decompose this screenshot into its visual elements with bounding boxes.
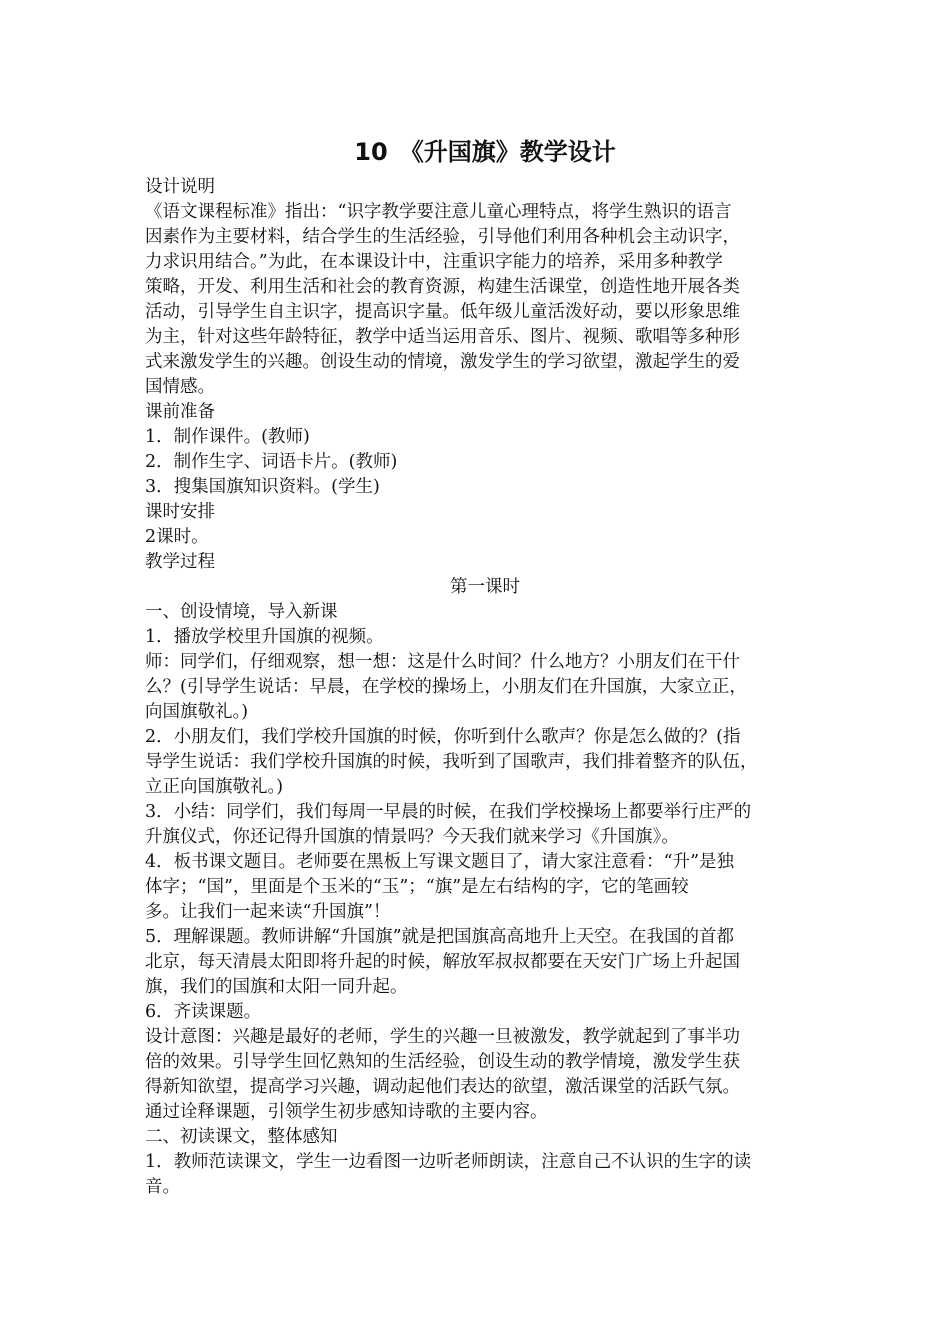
text-line: 1．教师范读课文，学生一边看图一边听老师朗读，注意自己不认识的生字的读 xyxy=(145,1152,752,1172)
text-line: 3．搜集国旗知识资料。(学生) xyxy=(145,477,380,497)
text-line: 为主，针对这些年龄特征，教学中适当运用音乐、图片、视频、歌唱等多种形 xyxy=(145,327,740,347)
text-line: 因素作为主要材料，结合学生的生活经验，引导他们利用各种机会主动识字， xyxy=(145,227,740,247)
text-line: 二、初读课文，整体感知 xyxy=(145,1127,338,1147)
text-line: 2．小朋友们，我们学校升国旗的时候，你听到什么歌声？你是怎么做的？(指 xyxy=(145,727,741,747)
text-line: 北京，每天清晨太阳即将升起的时候，解放军叔叔都要在天安门广场上升起国 xyxy=(145,952,740,972)
text-line: 教学过程 xyxy=(145,552,215,572)
text-line: 2．制作生字、词语卡片。(教师) xyxy=(145,452,398,472)
text-line: 《语文课程标准》指出：“识字教学要注意儿童心理特点，将学生熟识的语言 xyxy=(145,202,732,222)
text-line: 多。让我们一起来读“升国旗”！ xyxy=(145,902,391,922)
text-line: 升旗仪式，你还记得升国旗的情景吗？今天我们就来学习《升国旗》。 xyxy=(145,827,679,847)
text-line: 活动，引导学生自主识字，提高识字量。低年级儿童活泼好动，要以形象思维 xyxy=(145,302,740,322)
text-line: 立正向国旗敬礼。) xyxy=(145,777,284,797)
text-line: 么？(引导学生说话：早晨，在学校的操场上，小朋友们在升国旗，大家立正， xyxy=(145,677,747,697)
document-text xyxy=(145,175,825,1200)
text-line: 通过诠释课题，引领学生初步感知诗歌的主要内容。 xyxy=(145,1102,548,1122)
text-line: 得新知欲望，提高学习兴趣，调动起他们表达的欲望，激活课堂的活跃气氛。 xyxy=(145,1077,740,1097)
text-line: 向国旗敬礼。) xyxy=(145,702,249,722)
text-line: 式来激发学生的兴趣。创设生动的情境，激发学生的学习欲望，激起学生的爱 xyxy=(145,352,740,372)
text-line: 2课时。 xyxy=(145,527,209,547)
text-line: 课时安排 xyxy=(145,502,215,522)
text-line: 体字；“国”，里面是个玉米的“玉”；“旗”是左右结构的字，它的笔画较 xyxy=(145,877,689,897)
text-line: 师：同学们，仔细观察，想一想：这是什么时间？什么地方？小朋友们在干什 xyxy=(145,652,740,672)
text-line: 音。 xyxy=(145,1177,180,1197)
text-line: 6．齐读课题。 xyxy=(145,1002,262,1022)
section-heading: 第一课时 xyxy=(450,577,520,597)
text-line: 设计说明 xyxy=(145,177,215,197)
text-line: 导学生说话：我们学校升国旗的时候，我听到了国歌声，我们排着整齐的队伍， xyxy=(145,752,758,772)
text-line: 3．小结：同学们，我们每周一早晨的时候，在我们学校操场上都要举行庄严的 xyxy=(145,802,752,822)
text-line: 倍的效果。引导学生回忆熟知的生活经验，创设生动的教学情境，激发学生获 xyxy=(145,1052,740,1072)
text-line: 力求识用结合。”为此，在本课设计中，注重识字能力的培养，采用多种教学 xyxy=(145,252,723,272)
text-line: 5．理解课题。教师讲解“升国旗”就是把国旗高高地升上天空。在我国的首都 xyxy=(145,927,735,947)
document-body xyxy=(145,135,825,1200)
text-line: 策略，开发、利用生活和社会的教育资源，构建生活课堂，创造性地开展各类 xyxy=(145,277,740,297)
text-line: 国情感。 xyxy=(145,377,215,397)
text-line: 课前准备 xyxy=(145,402,215,422)
text-line: 设计意图：兴趣是最好的老师，学生的兴趣一旦被激发，教学就起到了事半功 xyxy=(145,1027,740,1047)
text-line: 1．制作课件。(教师) xyxy=(145,427,310,447)
text-line: 旗，我们的国旗和太阳一同升起。 xyxy=(145,977,408,997)
text-line: 1．播放学校里升国旗的视频。 xyxy=(145,627,384,647)
text-line: 4．板书课文题目。老师要在黑板上写课文题目了，请大家注意看：“升”是独 xyxy=(145,852,735,872)
document-title: 10 《升国旗》教学设计 xyxy=(354,138,616,166)
text-line: 一、创设情境，导入新课 xyxy=(145,602,338,622)
